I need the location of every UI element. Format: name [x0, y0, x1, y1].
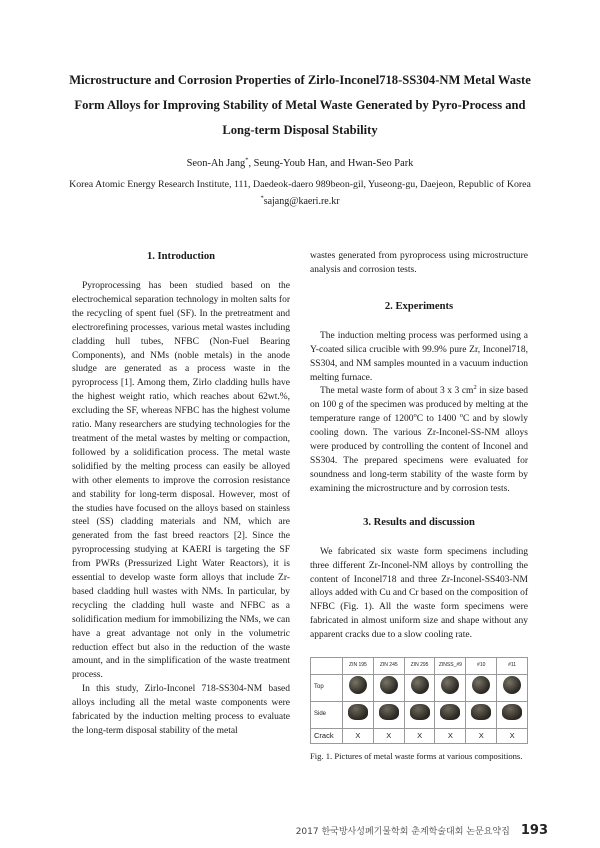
- specimen-photo-top: [411, 676, 429, 694]
- intro-paragraph-2: In this study, Zirlo-Inconel 718-SS304-NM based alloys including all the metal waste components were fabricated by the induction melting process to evaluate the long-term disposal stability of the metal: [72, 684, 290, 736]
- intro-paragraph-1: Pyroprocessing has been studied based on the electrochemical separation technology in molten salts for the recycling of spent fuel (SF). In the pretreatment and electrorefining processes, various metal wastes including cladding hull tubes, NFBC (Non-Fuel Bearing Components), and NMs (noble metals) in the anode sludge are generated as a process waste in the pyroprocess [1]. Among them, Zirlo cladding hulls have the highest weight ratio, which reaches about 62wt.%, excluding the SF, whereas NFBC has the highest volume ratio. Many researchers are studying technologies for the treatment of the metal wastes by melting or compaction, followed by a solidification process. The metal waste solidified by the melting process can easily be alloyed with other elements to improve the corrosion resistance and stability for long-term disposal. However, most of the studies have focused on the alloys based on stainless steel (SS) cladding materials and NM, which are generated from the fast breed reactors [2]. Since the pyroprocessing studying at KAERI is targeting the SF from PWRs (Pressurized Light Water Reactors), it is essential to develop waste form alloys that include Zr-based cladding hull wastes with NMs. In particular, by recycling the cladding hull waste and NFBC as a solidification medium for immobilizing the NMs, we can have a great advantage not only in the volumetric reduction effect but also in the reduction of the waste amount, and in the simplification of the waste treatment process.: [72, 281, 290, 681]
- crack-value: X: [497, 729, 528, 744]
- crack-value: X: [466, 729, 497, 744]
- specimen-table: [310, 657, 528, 744]
- specimen-label: ZIN 245: [373, 658, 404, 675]
- experiments-paragraph-2: The metal waste form of about 3 x 3 $cm^2$ in size based on 100 g of the specimen was produced by melting at the temperature range of 1200$^o$C to 1400 $^o$C and by slowly cooling down. The various Zr-Inconel-SS-NM alloys were produced by controlling the content of Inconel and SS304. The prepared specimens were evaluated for soundness and long-term stability of the waste form by examining the microstructure and by corrosion tests.: [310, 384, 529, 494]
- specimen-photo-side: [348, 704, 368, 720]
- conference-name: 2017 한국방사성폐기물학회 춘계학술대회 논문요약집: [295, 827, 510, 837]
- specimen-header-row: [311, 658, 528, 675]
- paper-title: Microstructure and Corrosion Properties of Zirlo-Inconel718-SS304-NM Metal Waste Form Alloys for Improving Stability of Metal Waste Generated by Pyro-Process and Long-term Disposal Stability: [69, 73, 531, 137]
- experiments-paragraph-1: The induction melting process was performed using a Y-coated silica crucible with 99.9% pure Zr, Inconel718, SS304, and NM samples mounted in a vacuum induction melting furnace.: [310, 330, 528, 383]
- left-column: [72, 250, 290, 739]
- author-others: , Seung-Youb Han, and Hwan-Seo Park: [248, 158, 414, 169]
- specimen-label: ZIN 195: [343, 658, 374, 675]
- crack-value: X: [373, 729, 404, 744]
- crack-value: X: [343, 729, 374, 744]
- intro-paragraph-2-continued: wastes generated from pyroprocess using microstructure analysis and corrosion tests.: [310, 251, 528, 275]
- specimen-label: ZIN 295: [404, 658, 435, 675]
- section-heading-experiments: 2. Experiments: [384, 300, 454, 312]
- author-list: [40, 157, 560, 170]
- row-label-crack: Crack: [311, 729, 343, 744]
- affiliation: Korea Atomic Energy Research Institute, 111, Daedeok-daero 989beon-gil, Yuseong-gu, Daejeon, Republic of Korea: [69, 179, 531, 190]
- specimen-photo-top: [380, 676, 398, 694]
- page-footer: [296, 819, 548, 838]
- row-label-top: Top: [311, 675, 343, 702]
- top-view-row: [311, 675, 528, 702]
- figure-caption: Fig. 1. Pictures of metal waste forms at various compositions.: [310, 751, 523, 762]
- section-heading-results: 3. Results and discussion: [363, 516, 475, 528]
- specimen-photo-top: [349, 676, 367, 694]
- right-column: [310, 250, 528, 764]
- author-primary: Seon-Ah Jang: [186, 158, 246, 169]
- figure-1: [310, 657, 528, 764]
- specimen-photo-side: [379, 704, 399, 720]
- specimen-photo-side: [471, 704, 491, 720]
- page-number: 193: [520, 823, 548, 838]
- row-label-side: Side: [311, 702, 343, 729]
- specimen-photo-side: [502, 704, 522, 720]
- specimen-label: #10: [466, 658, 497, 675]
- specimen-photo-top: [441, 676, 459, 694]
- specimen-label: #11: [497, 658, 528, 675]
- specimen-label: ZINSS_#9: [435, 658, 466, 675]
- results-paragraph-1: We fabricated six waste form specimens including three different Zr-Inconel-NM alloys by controlling the content of Inconel718 and three Zr-Inconel-SS403-NM alloys added with Cu and Cr based on the composition of NFBC (Fig. 1). All the waste form specimens were fabricated in almost uniform size and shape without any apparent cracks due to a slow cooling rate.: [310, 546, 528, 641]
- specimen-photo-top: [503, 676, 521, 694]
- corresponding-mark: *: [245, 156, 249, 164]
- specimen-photo-side: [440, 704, 460, 720]
- crack-value: X: [435, 729, 466, 744]
- crack-value: X: [404, 729, 435, 744]
- side-view-row: [311, 702, 528, 729]
- crack-row: [311, 729, 528, 744]
- specimen-photo-side: [410, 704, 430, 720]
- contact-email: [40, 195, 560, 208]
- email-mark: *: [260, 194, 264, 202]
- email-address: sajang@kaeri.re.kr: [263, 196, 340, 207]
- specimen-photo-top: [472, 676, 490, 694]
- section-heading-introduction: 1. Introduction: [146, 251, 216, 262]
